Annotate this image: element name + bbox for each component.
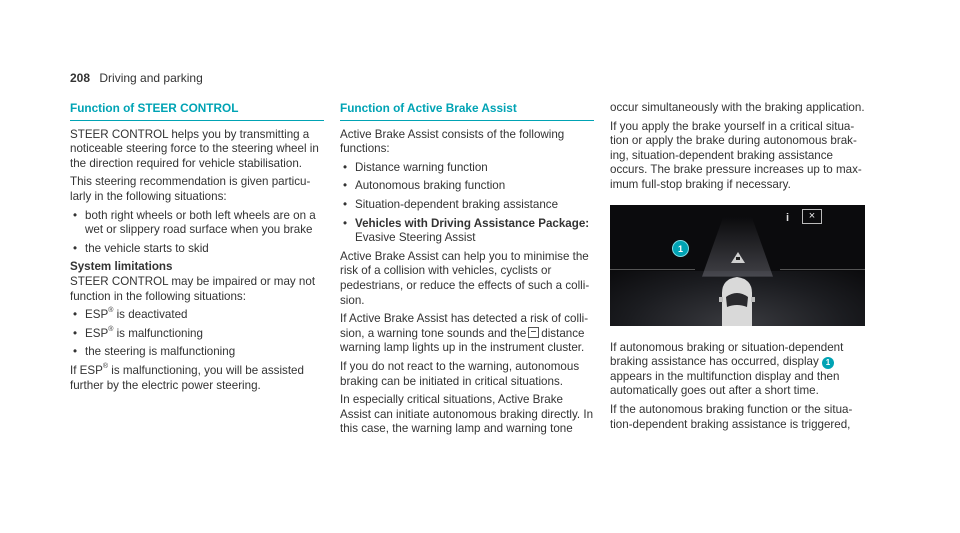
section-title: Driving and parking	[99, 71, 203, 85]
distance-warning-lamp-icon	[528, 327, 539, 338]
list-item: • Autonomous braking function	[343, 179, 506, 193]
limitations-list	[70, 308, 324, 360]
aba-paragraph-2: If Active Brake Assist has detected a risk of collision, a warning tone sounds and the distance warning lamp lights up in the instrument cluster.	[340, 312, 589, 355]
list-item: • the vehicle starts to skid	[73, 241, 209, 255]
braking-warning-icon	[731, 252, 745, 263]
cont-paragraph-4: If the autonomous braking function or the situation-dependent braking assistance is triggered,	[610, 402, 853, 431]
close-icon: ×	[802, 209, 822, 224]
list-item: • the steering is malfunctioning	[73, 345, 236, 359]
aba-paragraph-4: In especially critical situations, Active Brake Assist can initiate autonomous braking directly. In this case, the warning lamp and warning tone	[340, 393, 594, 436]
heading-steer-control: Function of STEER CONTROL	[70, 101, 324, 121]
page-number: 208	[70, 71, 91, 85]
list-item: • both right wheels or both left wheels are on a wet or slippery road surface when you brake	[73, 208, 316, 237]
column-continued	[610, 101, 866, 436]
page-header	[70, 71, 203, 85]
aba-paragraph-1: Active Brake Assist can help you to minimise the risk of a collision with vehicles, cyclists or pedestrians, or reduce the effects of such a collision.	[340, 249, 590, 307]
car-icon	[716, 273, 758, 326]
cont-paragraph-3: If autonomous braking or situation-dependent braking assistance has occurred, display 1 appears in the multifunction display and then automatically goes out after a short time.	[610, 340, 844, 398]
display-horizon-right	[780, 269, 865, 270]
list-item: • Distance warning function	[343, 160, 488, 174]
display-light-beam	[702, 217, 773, 277]
aba-intro: Active Brake Assist consists of the following functions:	[340, 127, 565, 156]
callout-badge: 1	[672, 240, 689, 257]
list-item: • Situation-dependent braking assistance	[343, 197, 559, 211]
info-icon: i	[786, 211, 790, 224]
esp-fallback-text: If ESP® is malfunctioning, you will be assisted further by the electric power steering.	[70, 363, 304, 392]
callout-badge-inline: 1	[822, 357, 834, 369]
column-steer-control	[70, 101, 324, 397]
aba-paragraph-3: If you do not react to the warning, autonomous braking can be initiated in critical situations.	[340, 359, 580, 388]
cont-paragraph-1: occur simultaneously with the braking application.	[610, 101, 865, 114]
steer-situations-list	[70, 209, 324, 257]
steer-intro: STEER CONTROL helps you by transmitting a noticeable steering force to the steering wheel in the direction required for vehicle stabilisation.	[70, 127, 319, 170]
system-limitations-title: System limitations	[70, 260, 173, 274]
steer-recommendation: This steering recommendation is given particularly in the following situations:	[70, 175, 311, 203]
heading-active-brake-assist: Function of Active Brake Assist	[340, 101, 594, 121]
cont-paragraph-2: If you apply the brake yourself in a critical situation or apply the brake during autonomous braking, situation-dependent braking assistance occurs. The brake pressure increases up to maximum full-stop braking if necessary.	[610, 119, 862, 191]
list-item: • ESP® is malfunctioning	[73, 325, 203, 340]
multifunction-display-image	[610, 205, 865, 326]
system-limitations-text: STEER CONTROL may be impaired or may not function in the following situations:	[70, 274, 316, 303]
column-active-brake-assist	[340, 101, 594, 441]
display-horizon-left	[610, 269, 695, 270]
list-item: • ESP® is deactivated	[73, 307, 188, 322]
list-item: • Vehicles with Driving Assistance Package: Evasive Steering Assist	[343, 216, 590, 245]
aba-functions-list	[340, 161, 594, 246]
